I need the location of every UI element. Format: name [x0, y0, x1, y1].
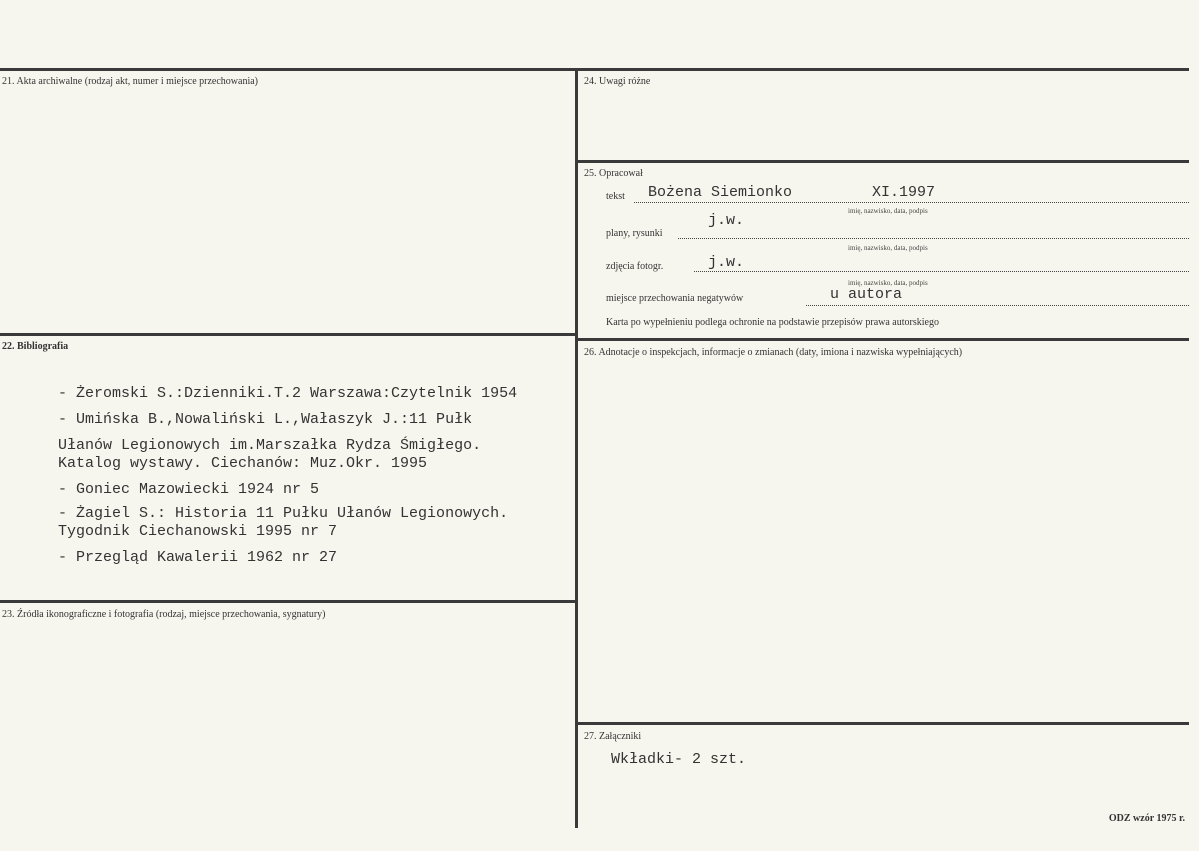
bibliography-item: - Przegląd Kawalerii 1962 nr 27: [58, 549, 338, 566]
bibliography-item: Ułanów Legionowych im.Marszałka Rydza Śmigłego.: [58, 437, 482, 454]
plany-hint: imię, nazwisko, data, podpis: [848, 244, 928, 252]
rule-27: [578, 722, 1189, 725]
rule-23: [0, 600, 575, 603]
bibliography-item: - Goniec Mazowiecki 1924 nr 5: [58, 481, 320, 498]
negatyw-value: u autora: [830, 286, 903, 303]
zdjecia-label: zdjęcia fotogr.: [606, 261, 664, 272]
bibliography-item: Katalog wystawy. Ciechanów: Muz.Okr. 1995: [58, 455, 428, 472]
tekst-author-value: Bożena Siemionko: [648, 184, 793, 201]
bibliography-item: Tygodnik Ciechanowski 1995 nr 7: [58, 523, 338, 540]
section-24-label: 24. Uwagi różne: [584, 76, 651, 87]
center-divider: [575, 68, 578, 828]
plany-fill-line: [678, 238, 1189, 239]
negatyw-label: miejsce przechowania negatywów: [606, 293, 744, 304]
section-26-label: 26. Adnotacje o inspekcjach, informacje o zmianach (daty, imiona i nazwiska wypełniających): [584, 347, 963, 358]
plany-value: j.w.: [708, 212, 745, 229]
plany-label: plany, rysunki: [606, 228, 663, 239]
zdjecia-fill-line: [694, 271, 1189, 272]
section-25-label: 25. Opracował: [584, 168, 643, 179]
form-footer: ODZ wzór 1975 r.: [1108, 813, 1185, 824]
tekst-label: tekst: [606, 191, 625, 202]
top-rule: [0, 68, 1189, 71]
rule-26: [578, 338, 1189, 341]
zdjecia-hint: imię, nazwisko, data, podpis: [848, 279, 928, 287]
bibliography-item: - Żeromski S.:Dzienniki.T.2 Warszawa:Czytelnik 1954: [58, 385, 518, 402]
tekst-fill-line: [634, 202, 1189, 203]
attachments-value: Wkładki- 2 szt.: [611, 751, 747, 768]
section-22-label: 22. Bibliografia: [2, 341, 69, 352]
section-21-label: 21. Akta archiwalne (rodzaj akt, numer i miejsce przechowania): [2, 76, 259, 87]
section-27-label: 27. Załączniki: [584, 731, 642, 742]
rule-22: [0, 333, 575, 336]
zdjecia-value: j.w.: [708, 254, 745, 271]
bibliography-item: - Żagiel S.: Historia 11 Pułku Ułanów Legionowych.: [58, 505, 509, 522]
negatyw-fill-line: [806, 305, 1189, 306]
rule-25: [578, 160, 1189, 163]
tekst-date-value: XI.1997: [872, 184, 936, 201]
section-23-label: 23. Źródła ikonograficzne i fotografia (rodzaj, miejsce przechowania, sygnatury): [2, 609, 326, 620]
tekst-hint: imię, nazwisko, data, podpis: [848, 207, 928, 215]
bibliography-item: - Umińska B.,Nowaliński L.,Wałaszyk J.:11 Pułk: [58, 411, 473, 428]
copyright-note: Karta po wypełnieniu podlega ochronie na podstawie przepisów prawa autorskiego: [606, 317, 939, 328]
